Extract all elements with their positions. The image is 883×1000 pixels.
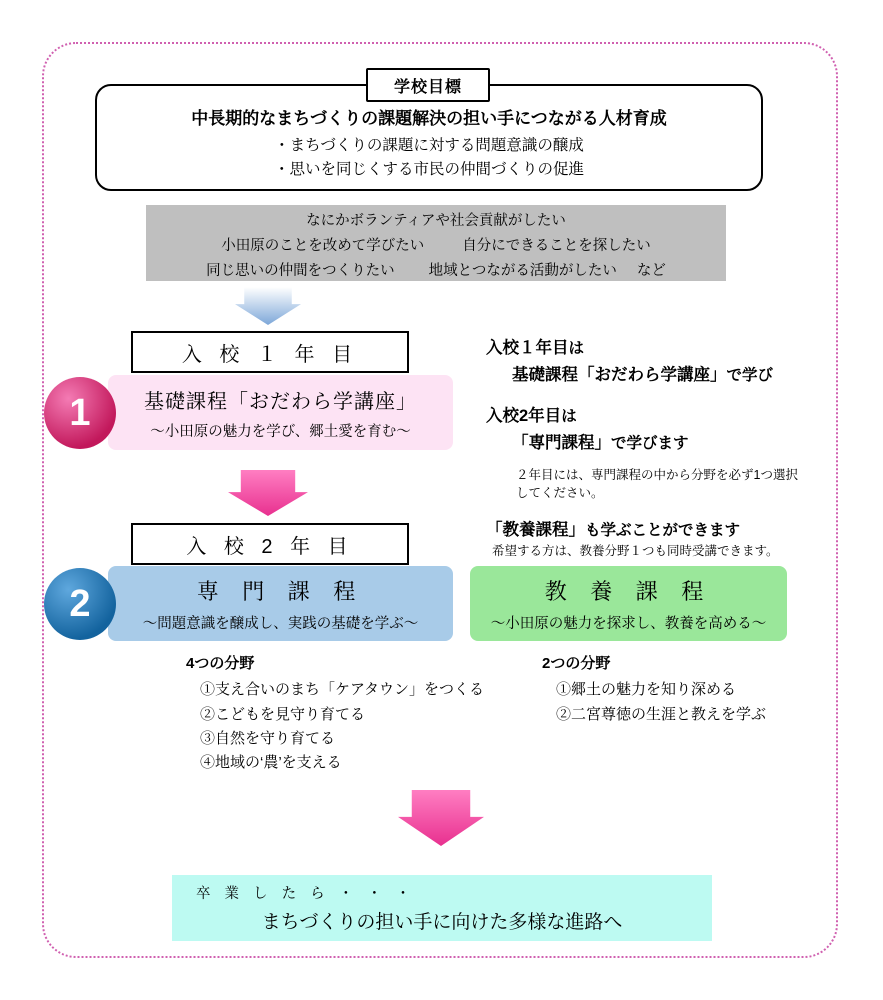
major-field-item: ③自然を守り育てる (200, 729, 336, 747)
major-field-item: ④地域の‘農’を支える (200, 754, 342, 772)
explanation-note-1b (516, 484, 876, 502)
explanation-major-course-suffix: で学びます (611, 435, 689, 452)
liberal-arts-course-fields (542, 652, 766, 727)
school-goal-label: 学校目標 (366, 68, 490, 102)
major-field-item: ①支え合いのまち「ケアタウン」をつくる (200, 681, 484, 699)
liberal-fields-heading: 2つの分野 (542, 655, 611, 672)
explanation-liberal-course-suffix: も学ぶことができます (585, 522, 741, 540)
liberal-arts-course-subtitle: ～小田原の魅力を探求し、教養を高める～ (490, 615, 767, 632)
major-fields-heading: 4つの分野 (186, 655, 255, 672)
major-course-subtitle: ～問題意識を醸成し、実践の基礎を学ぶ～ (142, 615, 419, 632)
motivation-row-3 (146, 259, 726, 284)
major-course-fields (186, 652, 484, 775)
liberal-field-item: ②二宮尊徳の生涯と教えを学ぶ (556, 705, 767, 723)
explanation-year1-keyword: 入校１年目 (486, 339, 569, 357)
year-2-box: 入 校 2 年 目 (131, 523, 409, 565)
explanation-basic-course-suffix: で学び (726, 367, 774, 384)
explanation-major-course: 「専門課程」 (512, 434, 611, 452)
liberal-arts-course-title: 教 養 課 程 (544, 578, 713, 604)
explanation-note-2 (492, 543, 876, 561)
explanation-line-3 (486, 402, 876, 426)
explanation-note-1b-text: してください。 (516, 486, 604, 501)
major-course-bar (108, 566, 453, 641)
after-graduation-label: 卒 業 し た ら ・ ・ ・ (196, 886, 416, 902)
explanation-panel (486, 334, 876, 561)
school-goal-title: 中長期的なまちづくりの課題解決の担い手につながる人材育成 (191, 109, 667, 129)
explanation-year2-keyword: 入校2年目 (486, 407, 562, 425)
explanation-year2-suffix: は (561, 408, 577, 425)
explanation-basic-course: 基礎課程「おだわら学講座」 (512, 366, 727, 384)
major-field-item: ②こどもを見守り育てる (200, 705, 366, 723)
motivation-row-2b: 自分にできることを探したい (462, 237, 651, 254)
school-goal-line-1: ・まちづくりの課題に対する問題意識の醸成 (274, 137, 584, 155)
explanation-line-2 (512, 361, 876, 385)
motivation-row-3c: など (636, 262, 666, 279)
motivation-row-3a: 同じ思いの仲間をつくりたい (206, 262, 395, 279)
motivation-row-3b: 地域とつながる活動がしたい (428, 262, 617, 279)
year-1-box: 入 校 １ 年 目 (131, 331, 409, 373)
step-number-1-badge: 1 (44, 377, 116, 449)
explanation-note-1-text: ２年目には、専門課程の中から分野を必ず1つ選択 (516, 468, 798, 482)
explanation-line-1 (486, 334, 876, 358)
after-graduation-text: まちづくりの担い手に向けた多様な進路へ (261, 912, 623, 933)
after-graduation-band (172, 875, 712, 941)
motivation-row-2 (146, 234, 726, 259)
explanation-year1-suffix: は (568, 340, 585, 357)
explanation-note-1 (516, 466, 876, 484)
basic-course-title: 基礎課程「おだわら学講座」 (144, 390, 417, 413)
liberal-arts-course-bar (470, 566, 787, 641)
school-goal-line-2: ・思いを同じくする市民の仲間づくりの促進 (273, 160, 584, 178)
motivation-row-2a: 小田原のことを改めて学びたい (221, 237, 425, 254)
liberal-field-item: ①郷土の魅力を知り深める (556, 681, 737, 699)
explanation-line-5 (486, 516, 876, 540)
basic-course-subtitle: ～小田原の魅力を学び、郷土愛を育む～ (150, 423, 411, 440)
motivation-row-1: なにかボランティアや社会貢献がしたい (306, 213, 566, 229)
student-motivations-band (146, 205, 726, 281)
basic-course-bar (108, 375, 453, 450)
major-course-title: 専 門 課 程 (196, 578, 365, 604)
step-number-2-badge: 2 (44, 568, 116, 640)
explanation-note-2-text: 希望する方は、教養分野１つも同時受講できます。 (492, 544, 779, 559)
explanation-line-4 (512, 429, 876, 453)
explanation-liberal-course: 「教養課程」 (486, 521, 585, 540)
